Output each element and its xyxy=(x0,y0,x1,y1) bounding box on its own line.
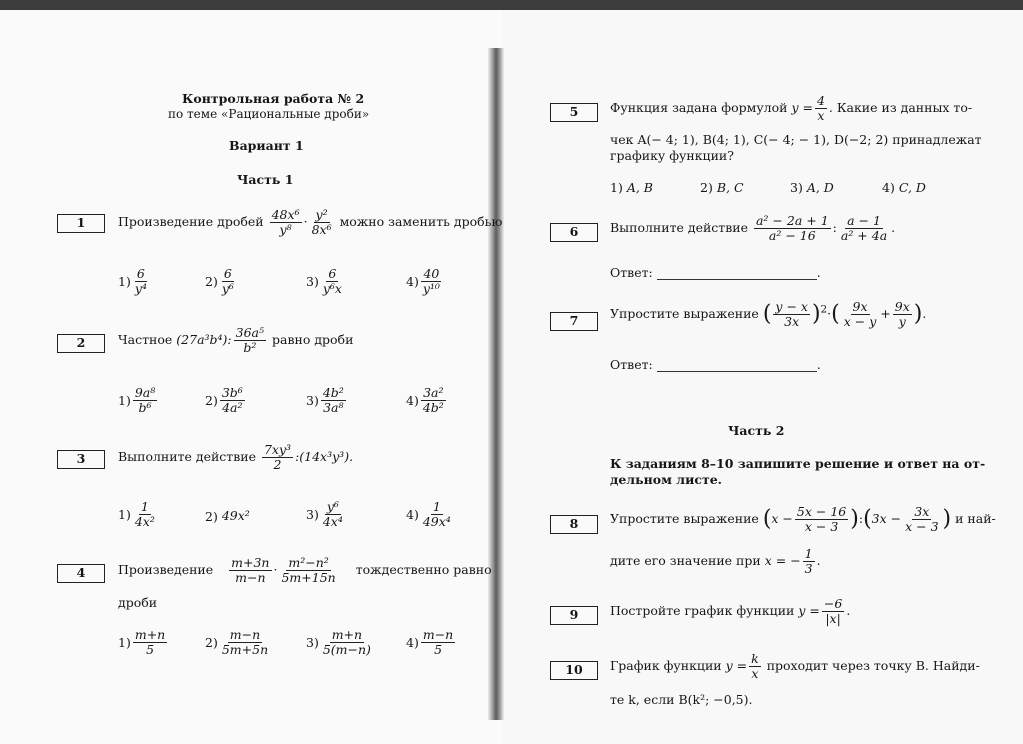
task-8-text-c: дите его значение при xyxy=(610,552,761,568)
paren-close: ) xyxy=(850,506,859,532)
option-label: 3) xyxy=(306,392,319,408)
task-3-option-1[interactable] xyxy=(118,500,159,529)
task-2-text-b: равно дроби xyxy=(272,331,354,347)
task-5-line-2: чек A(− 4; 1), B(4; 1), C(− 4; − 1), D(−2; 2) принадлежат xyxy=(610,132,982,147)
task-2-statement xyxy=(118,326,353,355)
answer-label: Ответ: xyxy=(610,357,653,372)
option-frac xyxy=(133,628,167,657)
task-6-end: . xyxy=(891,219,896,235)
task-3-statement xyxy=(118,443,353,472)
task-5-option-2[interactable] xyxy=(700,180,744,195)
task-5-lhs: y = xyxy=(791,99,813,115)
frac-numerator: a − 1 xyxy=(847,213,881,228)
task-5-line-3: графику функции? xyxy=(610,148,734,163)
option-label: 1) xyxy=(118,273,131,289)
frac-numerator: 9x xyxy=(852,299,868,314)
task-3-text-a: Выполните действие xyxy=(118,448,256,464)
book-spine xyxy=(488,48,504,720)
option-frac xyxy=(220,628,270,657)
frac-numerator: 3a² xyxy=(423,385,444,400)
option-label: 3) xyxy=(790,180,803,195)
task-3-expr: :(14x³y³). xyxy=(295,448,354,464)
frac-numerator: 1 xyxy=(140,499,149,514)
frac-denominator: 2 xyxy=(273,456,282,472)
task-4-statement: Произведение $\frac{m+3n}{m-n}$ · $\frac{\text{m²−n²}}{5m+15n}$ тождественно равно xyxy=(118,555,492,585)
option-label: 4) xyxy=(406,634,419,650)
task-3-frac xyxy=(262,443,293,472)
variant-heading: Вариант 1 xyxy=(229,138,304,153)
frac-denominator: x − 3 xyxy=(905,518,939,534)
task-number-3: 3 xyxy=(57,450,105,469)
frac-numerator: 36a⁵ xyxy=(235,325,265,340)
frac-numerator: 40 xyxy=(423,266,440,281)
task-10-text-a: График функции xyxy=(610,657,722,673)
task-5-option-3[interactable] xyxy=(790,180,834,195)
task-9-text-a: Постройте график функции xyxy=(610,602,795,618)
option-frac xyxy=(133,500,157,529)
option-label: 2) xyxy=(700,180,713,195)
frac-numerator: −6 xyxy=(823,596,843,611)
paren-open: ( xyxy=(831,301,840,327)
task-10-line-2: те k, если B(k²; −0,5). xyxy=(610,692,753,707)
frac-numerator: 48x⁶ xyxy=(271,207,300,222)
task-number-4: 4 xyxy=(57,564,105,583)
task-9-frac xyxy=(822,597,844,626)
task-8-lhs: x = − xyxy=(764,552,801,568)
task-1-option-1[interactable] xyxy=(118,267,151,296)
frac-denominator: y⁸ xyxy=(279,221,292,237)
task-4-option-3[interactable] xyxy=(306,628,375,657)
frac-numerator: a² − 2a + 1 xyxy=(755,213,829,228)
frac-denominator: 5 xyxy=(434,641,443,657)
task-8-text-a: Упростите выражение xyxy=(610,510,759,526)
task-10-statement xyxy=(610,652,980,681)
task-8-term-a: x − xyxy=(771,510,793,526)
task-9-lhs: y = xyxy=(798,602,820,618)
task-number-8: 8 xyxy=(550,515,598,534)
task-8-line-2: дите его значение при x = − $\frac{1}{3}$ . xyxy=(610,546,821,576)
frac-denominator: y¹⁰ xyxy=(422,280,440,296)
option-label: 3) xyxy=(306,506,319,522)
frac-numerator: 6 xyxy=(328,266,337,281)
part2-intro-line-2: дельном листе. xyxy=(610,472,723,487)
frac-numerator: y² xyxy=(315,207,328,222)
paren-open: ( xyxy=(762,301,772,327)
option-label: 4) xyxy=(406,392,419,408)
task-6-frac-2 xyxy=(839,214,889,243)
frac-numerator: 4 xyxy=(816,93,825,108)
option-frac xyxy=(133,267,149,296)
frac-numerator: 6 xyxy=(136,266,145,281)
task-9-statement: Постройте график функции y = $\frac{-6}{|x|}$ . xyxy=(610,596,851,626)
paren-close: ) xyxy=(811,301,821,327)
frac-denominator: m−n xyxy=(235,569,266,585)
option-label: 2) xyxy=(205,634,218,650)
frac-denominator: |x| xyxy=(825,610,841,626)
frac-denominator: 3x xyxy=(784,313,800,329)
task-1-text-a: Произведение дробей xyxy=(118,213,264,229)
option-value: B, C xyxy=(716,180,744,195)
option-label: 1) xyxy=(118,506,131,522)
frac-denominator: 5m+5n xyxy=(221,641,269,657)
option-value: A, B xyxy=(626,180,653,195)
frac-denominator: x xyxy=(751,665,759,681)
frac-denominator: x xyxy=(817,107,825,123)
task-4-option-4[interactable] xyxy=(406,628,457,657)
option-frac xyxy=(421,500,453,529)
task-4-option-1[interactable] xyxy=(118,628,169,657)
option-label: 2) xyxy=(205,509,218,524)
task-6-operator: : xyxy=(832,219,837,235)
frac-numerator: m+n xyxy=(331,627,363,642)
task-5-frac xyxy=(815,94,827,123)
option-frac xyxy=(321,628,373,657)
option-label: 4) xyxy=(882,180,895,195)
frac-denominator: 5 xyxy=(146,641,155,657)
answer-line[interactable] xyxy=(657,360,817,372)
frac-numerator: 7xy³ xyxy=(263,442,292,457)
frac-denominator: 5(m−n) xyxy=(322,641,371,657)
paren-close: ) xyxy=(913,301,923,327)
frac-denominator: y xyxy=(898,313,906,329)
option-value: 49x² xyxy=(221,508,250,523)
task-4-frac-1 xyxy=(229,556,271,585)
part2-heading: Часть 2 xyxy=(728,423,785,438)
task-1-option-4[interactable] xyxy=(406,267,444,296)
task-5-option-1[interactable] xyxy=(610,180,653,195)
frac-numerator: 5x − 16 xyxy=(796,504,847,519)
frac-denominator: 3 xyxy=(804,560,813,576)
task-2-option-1[interactable] xyxy=(118,386,159,415)
option-frac xyxy=(220,267,236,296)
task-4-frac-2 xyxy=(279,556,337,585)
task-8-text-b: и най- xyxy=(955,510,996,526)
task-6-text-a: Выполните действие xyxy=(610,219,748,235)
option-value: C, D xyxy=(898,180,926,195)
task-6-answer: Ответ: . xyxy=(610,265,821,280)
task-number-6: 6 xyxy=(550,223,598,242)
task-8-frac-2 xyxy=(903,505,940,534)
task-8-frac-1 xyxy=(795,505,848,534)
frac-numerator: m²−n² xyxy=(288,555,329,570)
paren-open: ( xyxy=(863,506,872,532)
option-label: 2) xyxy=(205,392,218,408)
test-subtitle: по теме «Рациональные дроби» xyxy=(168,107,370,121)
option-frac xyxy=(220,386,245,415)
option-label: 1) xyxy=(610,180,623,195)
frac-denominator: 3a⁸ xyxy=(323,399,344,415)
task-1-option-3[interactable] xyxy=(306,267,346,296)
task-2-option-2[interactable] xyxy=(205,386,247,415)
task-1-option-2[interactable] xyxy=(205,267,238,296)
option-label: 4) xyxy=(406,273,419,289)
frac-numerator: y⁶ xyxy=(326,499,339,514)
task-4-text-a: Произведение xyxy=(118,561,214,577)
frac-numerator: 4b² xyxy=(322,385,344,400)
frac-denominator: y⁶ xyxy=(221,280,234,296)
part1-heading: Часть 1 xyxy=(237,172,294,187)
task-10-frac xyxy=(749,652,761,681)
answer-line[interactable] xyxy=(657,268,817,280)
task-7-frac-2 xyxy=(842,300,879,329)
frac-denominator: 4a² xyxy=(222,399,243,415)
task-7-statement: Упростите выражение ( $\frac{y - x}{3x}$ )$^2$·( $\frac{9x}{x - y}$ + $\frac{9x}{y}$ ). xyxy=(610,299,927,329)
answer-label: Ответ: xyxy=(610,265,653,280)
frac-numerator: 6 xyxy=(223,266,232,281)
option-label: 1) xyxy=(118,634,131,650)
frac-numerator: m+n xyxy=(134,627,166,642)
task-number-2: 2 xyxy=(57,334,105,353)
frac-denominator: x − y xyxy=(843,313,877,329)
task-5-statement xyxy=(610,94,972,123)
task-10-lhs: y = xyxy=(725,657,748,673)
task-8-term-b: 3x − xyxy=(871,510,902,526)
option-frac xyxy=(421,628,455,657)
frac-numerator: k xyxy=(751,651,759,666)
task-7-frac-1 xyxy=(773,300,810,329)
frac-denominator: 5m+15n xyxy=(281,569,336,585)
task-5-text-b: . Какие из данных то- xyxy=(828,99,973,115)
frac-denominator: 49x⁴ xyxy=(422,513,451,529)
frac-denominator: 8x⁶ xyxy=(311,221,332,237)
task-7-answer: Ответ: . xyxy=(610,357,821,372)
option-label: 2) xyxy=(205,273,218,289)
task-3-option-2[interactable] xyxy=(205,508,250,524)
option-frac xyxy=(133,386,157,415)
frac-numerator: 9x xyxy=(894,299,910,314)
task-4-option-2[interactable] xyxy=(205,628,272,657)
frac-numerator: m−n xyxy=(422,627,454,642)
part2-intro-line-1: К заданиям 8–10 запишите решение и ответ на от- xyxy=(610,456,986,471)
frac-numerator: 1 xyxy=(804,546,813,561)
test-title: Контрольная работа № 2 xyxy=(182,91,365,106)
option-frac xyxy=(421,267,442,296)
task-5-text-a: Функция задана формулой xyxy=(610,99,788,115)
task-7-frac-3 xyxy=(893,300,912,329)
task-number-7: 7 xyxy=(550,312,598,331)
option-frac xyxy=(421,386,446,415)
task-8-statement: Упростите выражение (x − $\frac{5x - 16}{x - 3}$ ):(3x − $\frac{3x}{x - 3}$ ) и най- xyxy=(610,504,996,534)
option-label: 3) xyxy=(306,273,319,289)
task-1-frac-1 xyxy=(270,208,302,237)
paren-open: ( xyxy=(762,506,772,532)
paren-close: ) xyxy=(942,506,952,532)
task-2-option-3[interactable] xyxy=(306,386,348,415)
task-4-text-c: дроби xyxy=(118,595,158,610)
task-3-option-4[interactable] xyxy=(406,500,455,529)
frac-denominator: b⁶ xyxy=(138,399,152,415)
option-label: 3) xyxy=(306,634,319,650)
frac-denominator: b² xyxy=(243,339,257,355)
task-6-statement xyxy=(610,214,895,243)
option-frac xyxy=(321,386,346,415)
frac-numerator: m+3n xyxy=(231,555,270,570)
task-2-frac xyxy=(234,326,266,355)
frac-numerator: m−n xyxy=(229,627,261,642)
option-label: 1) xyxy=(118,392,131,408)
task-1-frac-2 xyxy=(310,208,334,237)
frac-denominator: a² + 4a xyxy=(840,227,888,243)
frac-numerator: y − x xyxy=(775,299,808,314)
task-3-option-3[interactable] xyxy=(306,500,347,529)
option-frac xyxy=(321,267,344,296)
task-number-9: 9 xyxy=(550,606,598,625)
task-7-exponent: 2 xyxy=(820,303,828,316)
task-4-text-b: тождественно равно xyxy=(355,561,492,577)
frac-numerator: 3b⁶ xyxy=(221,385,243,400)
task-5-option-4[interactable] xyxy=(882,180,926,195)
task-10-text-b: проходит через точку B. Найди- xyxy=(766,657,980,673)
frac-denominator: 4x² xyxy=(134,513,155,529)
frac-denominator: 4x⁴ xyxy=(322,513,343,529)
task-number-1: 1 xyxy=(57,214,105,233)
frac-numerator: 1 xyxy=(432,499,441,514)
task-1-text-b: можно заменить дробью xyxy=(339,213,503,229)
frac-numerator: 9a⁸ xyxy=(134,385,156,400)
frac-denominator: x − 3 xyxy=(804,518,839,534)
task-7-text-a: Упростите выражение xyxy=(610,305,759,321)
option-frac xyxy=(321,500,345,529)
task-1-statement: Произведение дробей $\frac{\text{48x⁶}}{\text{y⁸}}$ · $\frac{\text{y²}}{\text{8x⁶}}$ можно заменить дробью xyxy=(118,207,503,237)
task-2-expr: (27a³b⁴): xyxy=(176,331,232,347)
task-number-5: 5 xyxy=(550,103,598,122)
frac-denominator: y⁴ xyxy=(134,280,147,296)
frac-denominator: a² − 16 xyxy=(768,227,816,243)
task-6-frac-1 xyxy=(754,214,831,243)
frac-denominator: y⁶x xyxy=(322,280,342,296)
option-label: 4) xyxy=(406,506,419,522)
frac-denominator: 4b² xyxy=(422,399,444,415)
frac-numerator: 3x xyxy=(914,504,930,519)
task-number-10: 10 xyxy=(550,661,598,680)
task-2-option-4[interactable] xyxy=(406,386,448,415)
option-value: A, D xyxy=(806,180,834,195)
top-bar xyxy=(0,0,1023,10)
task-8-frac-3 xyxy=(803,547,815,576)
task-2-text-a: Частное xyxy=(118,331,173,347)
